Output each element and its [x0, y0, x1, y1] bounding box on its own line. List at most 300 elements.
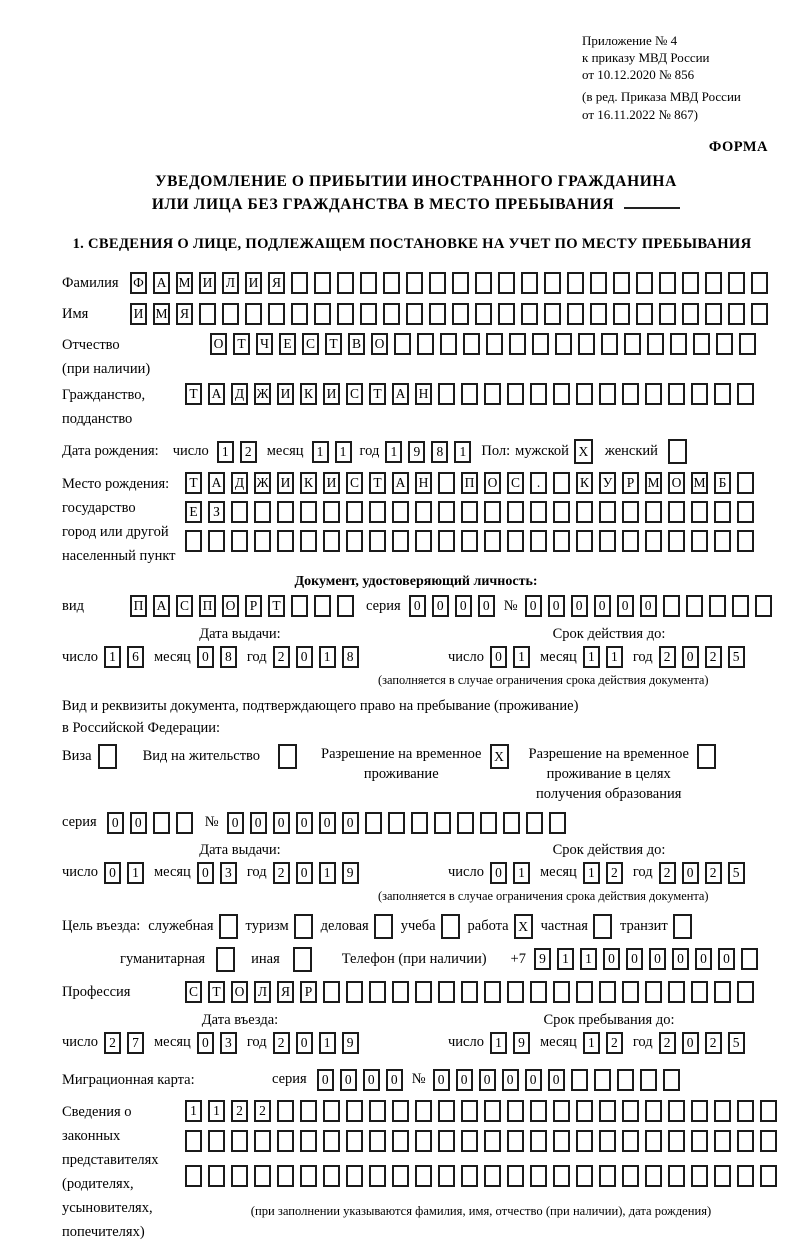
birth-month-input[interactable]	[312, 441, 352, 463]
char-cell[interactable]	[314, 303, 331, 325]
char-cell[interactable]	[737, 981, 754, 1003]
char-cell[interactable]	[417, 333, 434, 355]
char-cell[interactable]	[434, 812, 451, 834]
representatives-input-row1[interactable]	[185, 1100, 777, 1122]
char-cell[interactable]	[622, 981, 639, 1003]
char-cell[interactable]: Я	[277, 981, 294, 1003]
char-cell[interactable]	[277, 530, 294, 552]
char-cell[interactable]	[714, 383, 731, 405]
char-cell[interactable]	[392, 981, 409, 1003]
char-cell[interactable]	[216, 947, 235, 972]
birthplace-input-row1[interactable]	[185, 472, 754, 494]
char-cell[interactable]: 0	[197, 646, 214, 668]
char-cell[interactable]	[691, 501, 708, 523]
char-cell[interactable]	[337, 303, 354, 325]
char-cell[interactable]	[208, 1130, 225, 1152]
char-cell[interactable]	[645, 501, 662, 523]
char-cell[interactable]: О	[371, 333, 388, 355]
char-cell[interactable]: 2	[273, 862, 290, 884]
char-cell[interactable]	[714, 1100, 731, 1122]
char-cell[interactable]	[549, 812, 566, 834]
char-cell[interactable]: Т	[185, 383, 202, 405]
char-cell[interactable]: 0	[409, 595, 426, 617]
char-cell[interactable]: Т	[233, 333, 250, 355]
char-cell[interactable]	[599, 1130, 616, 1152]
char-cell[interactable]	[576, 383, 593, 405]
char-cell[interactable]	[507, 383, 524, 405]
char-cell[interactable]: А	[392, 383, 409, 405]
char-cell[interactable]	[571, 1069, 588, 1091]
char-cell[interactable]	[741, 948, 758, 970]
char-cell[interactable]	[507, 981, 524, 1003]
char-cell[interactable]	[392, 1165, 409, 1187]
char-cell[interactable]	[300, 501, 317, 523]
char-cell[interactable]: 1	[208, 1100, 225, 1122]
char-cell[interactable]	[737, 472, 754, 494]
char-cell[interactable]	[530, 981, 547, 1003]
char-cell[interactable]: 0	[695, 948, 712, 970]
char-cell[interactable]: 0	[571, 595, 588, 617]
patronymic-input[interactable]	[210, 333, 756, 355]
char-cell[interactable]	[732, 595, 749, 617]
char-cell[interactable]	[640, 1069, 657, 1091]
char-cell[interactable]	[645, 1130, 662, 1152]
char-cell[interactable]: Ж	[254, 472, 271, 494]
char-cell[interactable]	[751, 303, 768, 325]
char-cell[interactable]: 2	[606, 1032, 623, 1054]
char-cell[interactable]	[415, 1165, 432, 1187]
char-cell[interactable]: 0	[682, 646, 699, 668]
char-cell[interactable]	[484, 383, 501, 405]
char-cell[interactable]	[452, 303, 469, 325]
char-cell[interactable]	[415, 501, 432, 523]
char-cell[interactable]: 2	[659, 1032, 676, 1054]
char-cell[interactable]: 0	[718, 948, 735, 970]
char-cell[interactable]	[323, 981, 340, 1003]
char-cell[interactable]: 0	[640, 595, 657, 617]
migration-number-input[interactable]	[433, 1069, 680, 1091]
char-cell[interactable]: М	[645, 472, 662, 494]
char-cell[interactable]	[668, 383, 685, 405]
residence-expiry-year[interactable]	[659, 862, 745, 884]
residence-issue-day[interactable]	[104, 862, 144, 884]
char-cell[interactable]: Н	[415, 472, 432, 494]
char-cell[interactable]	[636, 272, 653, 294]
char-cell[interactable]	[737, 1130, 754, 1152]
char-cell[interactable]	[737, 501, 754, 523]
stay-year[interactable]	[659, 1032, 745, 1054]
purpose-work-checkbox[interactable]	[514, 914, 533, 939]
char-cell[interactable]: 0	[273, 812, 290, 834]
char-cell[interactable]	[365, 812, 382, 834]
birthplace-input-row3[interactable]	[185, 530, 754, 552]
char-cell[interactable]	[737, 1100, 754, 1122]
char-cell[interactable]	[438, 1165, 455, 1187]
char-cell[interactable]	[668, 530, 685, 552]
char-cell[interactable]	[231, 501, 248, 523]
char-cell[interactable]: О	[222, 595, 239, 617]
char-cell[interactable]	[645, 530, 662, 552]
char-cell[interactable]	[613, 272, 630, 294]
char-cell[interactable]: 0	[250, 812, 267, 834]
char-cell[interactable]	[346, 1100, 363, 1122]
char-cell[interactable]: И	[323, 383, 340, 405]
char-cell[interactable]	[636, 303, 653, 325]
char-cell[interactable]: 0	[594, 595, 611, 617]
char-cell[interactable]	[291, 272, 308, 294]
char-cell[interactable]: 8	[342, 646, 359, 668]
char-cell[interactable]: Т	[325, 333, 342, 355]
char-cell[interactable]: О	[231, 981, 248, 1003]
char-cell[interactable]	[254, 1130, 271, 1152]
char-cell[interactable]: 0	[104, 862, 121, 884]
char-cell[interactable]	[438, 981, 455, 1003]
char-cell[interactable]: Д	[231, 383, 248, 405]
char-cell[interactable]	[659, 272, 676, 294]
sex-female-checkbox[interactable]	[668, 439, 687, 464]
char-cell[interactable]: 0	[130, 812, 147, 834]
char-cell[interactable]	[254, 530, 271, 552]
char-cell[interactable]: С	[346, 383, 363, 405]
char-cell[interactable]	[291, 303, 308, 325]
purpose-transit-checkbox[interactable]	[673, 914, 692, 939]
char-cell[interactable]: И	[277, 472, 294, 494]
char-cell[interactable]: 2	[104, 1032, 121, 1054]
char-cell[interactable]: 1	[319, 862, 336, 884]
char-cell[interactable]: 1	[454, 441, 471, 463]
doc-series-input[interactable]	[409, 595, 495, 617]
char-cell[interactable]	[231, 1130, 248, 1152]
char-cell[interactable]: Т	[369, 472, 386, 494]
residence-issue-year[interactable]	[273, 862, 359, 884]
char-cell[interactable]	[530, 530, 547, 552]
char-cell[interactable]	[383, 303, 400, 325]
char-cell[interactable]	[392, 1100, 409, 1122]
char-cell[interactable]: 0	[525, 1069, 542, 1091]
char-cell[interactable]: П	[130, 595, 147, 617]
char-cell[interactable]: И	[277, 383, 294, 405]
char-cell[interactable]: 6	[127, 646, 144, 668]
char-cell[interactable]: 1	[557, 948, 574, 970]
char-cell[interactable]	[553, 981, 570, 1003]
char-cell[interactable]	[392, 530, 409, 552]
char-cell[interactable]	[668, 981, 685, 1003]
char-cell[interactable]	[392, 1130, 409, 1152]
char-cell[interactable]: К	[300, 472, 317, 494]
char-cell[interactable]: 8	[431, 441, 448, 463]
char-cell[interactable]	[507, 530, 524, 552]
char-cell[interactable]	[323, 1130, 340, 1152]
char-cell[interactable]	[300, 1130, 317, 1152]
char-cell[interactable]: П	[199, 595, 216, 617]
char-cell[interactable]: Л	[222, 272, 239, 294]
char-cell[interactable]: 1	[583, 646, 600, 668]
char-cell[interactable]: 2	[659, 646, 676, 668]
char-cell[interactable]	[484, 1100, 501, 1122]
char-cell[interactable]	[438, 1130, 455, 1152]
temp-permit-checkbox[interactable]	[490, 744, 509, 769]
residence-permit-checkbox[interactable]	[278, 744, 297, 769]
char-cell[interactable]	[440, 333, 457, 355]
char-cell[interactable]: 1	[583, 1032, 600, 1054]
char-cell[interactable]	[693, 333, 710, 355]
char-cell[interactable]	[429, 272, 446, 294]
char-cell[interactable]	[415, 981, 432, 1003]
char-cell[interactable]: 2	[240, 441, 257, 463]
char-cell[interactable]	[153, 812, 170, 834]
char-cell[interactable]	[507, 1165, 524, 1187]
char-cell[interactable]: 0	[197, 862, 214, 884]
char-cell[interactable]	[323, 1100, 340, 1122]
char-cell[interactable]	[277, 1130, 294, 1152]
purpose-other-checkbox[interactable]	[293, 947, 312, 972]
purpose-private-checkbox[interactable]	[593, 914, 612, 939]
char-cell[interactable]	[231, 530, 248, 552]
char-cell[interactable]: Л	[254, 981, 271, 1003]
char-cell[interactable]	[594, 1069, 611, 1091]
char-cell[interactable]	[176, 812, 193, 834]
char-cell[interactable]: С	[185, 981, 202, 1003]
char-cell[interactable]	[691, 1165, 708, 1187]
char-cell[interactable]: 0	[502, 1069, 519, 1091]
char-cell[interactable]: И	[130, 303, 147, 325]
char-cell[interactable]	[457, 812, 474, 834]
char-cell[interactable]: П	[461, 472, 478, 494]
char-cell[interactable]	[475, 272, 492, 294]
char-cell[interactable]: Р	[245, 595, 262, 617]
char-cell[interactable]	[714, 981, 731, 1003]
char-cell[interactable]: И	[199, 272, 216, 294]
char-cell[interactable]: А	[392, 472, 409, 494]
visa-checkbox[interactable]	[98, 744, 117, 769]
char-cell[interactable]	[755, 595, 772, 617]
char-cell[interactable]: 1	[319, 646, 336, 668]
char-cell[interactable]: 0	[548, 1069, 565, 1091]
char-cell[interactable]: 0	[296, 646, 313, 668]
char-cell[interactable]: 0	[490, 646, 507, 668]
stay-month[interactable]	[583, 1032, 623, 1054]
char-cell[interactable]	[438, 472, 455, 494]
char-cell[interactable]	[714, 530, 731, 552]
char-cell[interactable]	[530, 1100, 547, 1122]
char-cell[interactable]: 9	[513, 1032, 530, 1054]
char-cell[interactable]: 0	[432, 595, 449, 617]
char-cell[interactable]	[484, 530, 501, 552]
char-cell[interactable]	[751, 272, 768, 294]
char-cell[interactable]: К	[576, 472, 593, 494]
char-cell[interactable]	[277, 1100, 294, 1122]
char-cell[interactable]	[728, 272, 745, 294]
entry-year[interactable]	[273, 1032, 359, 1054]
purpose-commercial-checkbox[interactable]	[374, 914, 393, 939]
char-cell[interactable]	[323, 530, 340, 552]
char-cell[interactable]: И	[245, 272, 262, 294]
char-cell[interactable]	[578, 333, 595, 355]
char-cell[interactable]	[461, 530, 478, 552]
char-cell[interactable]: 0	[682, 862, 699, 884]
char-cell[interactable]	[314, 595, 331, 617]
char-cell[interactable]	[691, 981, 708, 1003]
purpose-study-checkbox[interactable]	[441, 914, 460, 939]
char-cell[interactable]: 0	[455, 595, 472, 617]
char-cell[interactable]	[383, 272, 400, 294]
char-cell[interactable]	[415, 1130, 432, 1152]
char-cell[interactable]	[645, 1165, 662, 1187]
char-cell[interactable]: 1	[513, 646, 530, 668]
char-cell[interactable]	[245, 303, 262, 325]
char-cell[interactable]: 0	[682, 1032, 699, 1054]
char-cell[interactable]	[668, 501, 685, 523]
char-cell[interactable]: 0	[107, 812, 124, 834]
char-cell[interactable]	[705, 303, 722, 325]
char-cell[interactable]	[691, 383, 708, 405]
char-cell[interactable]	[438, 383, 455, 405]
char-cell[interactable]: 8	[220, 646, 237, 668]
char-cell[interactable]: 2	[273, 1032, 290, 1054]
char-cell[interactable]	[576, 501, 593, 523]
char-cell[interactable]	[622, 501, 639, 523]
char-cell[interactable]: Е	[279, 333, 296, 355]
char-cell[interactable]	[705, 272, 722, 294]
profession-input[interactable]	[185, 981, 754, 1003]
char-cell[interactable]	[553, 501, 570, 523]
char-cell[interactable]: 5	[728, 862, 745, 884]
char-cell[interactable]: 1	[217, 441, 234, 463]
char-cell[interactable]	[645, 1100, 662, 1122]
char-cell[interactable]	[553, 1130, 570, 1152]
char-cell[interactable]	[231, 1165, 248, 1187]
char-cell[interactable]	[576, 530, 593, 552]
char-cell[interactable]	[300, 1100, 317, 1122]
char-cell[interactable]	[406, 303, 423, 325]
char-cell[interactable]: 1	[319, 1032, 336, 1054]
char-cell[interactable]: Т	[185, 472, 202, 494]
char-cell[interactable]: Т	[268, 595, 285, 617]
phone-input[interactable]	[534, 948, 758, 970]
char-cell[interactable]	[369, 1165, 386, 1187]
char-cell[interactable]	[716, 333, 733, 355]
char-cell[interactable]: 1	[583, 862, 600, 884]
char-cell[interactable]: .	[530, 472, 547, 494]
sex-male-checkbox[interactable]	[574, 439, 593, 464]
char-cell[interactable]	[532, 333, 549, 355]
char-cell[interactable]: 9	[342, 862, 359, 884]
char-cell[interactable]	[480, 812, 497, 834]
char-cell[interactable]	[415, 530, 432, 552]
char-cell[interactable]	[268, 303, 285, 325]
char-cell[interactable]	[567, 272, 584, 294]
char-cell[interactable]: С	[176, 595, 193, 617]
char-cell[interactable]	[553, 472, 570, 494]
birth-year-input[interactable]	[385, 441, 471, 463]
char-cell[interactable]	[739, 333, 756, 355]
char-cell[interactable]	[369, 1100, 386, 1122]
char-cell[interactable]: 1	[385, 441, 402, 463]
char-cell[interactable]	[691, 1130, 708, 1152]
char-cell[interactable]	[392, 501, 409, 523]
char-cell[interactable]: 3	[220, 1032, 237, 1054]
char-cell[interactable]	[219, 914, 238, 939]
char-cell[interactable]: 1	[513, 862, 530, 884]
char-cell[interactable]: 2	[606, 862, 623, 884]
char-cell[interactable]: О	[484, 472, 501, 494]
char-cell[interactable]	[323, 1165, 340, 1187]
char-cell[interactable]	[599, 530, 616, 552]
char-cell[interactable]	[277, 1165, 294, 1187]
char-cell[interactable]: 1	[127, 862, 144, 884]
char-cell[interactable]: 1	[490, 1032, 507, 1054]
purpose-humanitarian-checkbox[interactable]	[216, 947, 235, 972]
char-cell[interactable]	[622, 383, 639, 405]
char-cell[interactable]	[484, 1165, 501, 1187]
char-cell[interactable]	[555, 333, 572, 355]
char-cell[interactable]: 0	[617, 595, 634, 617]
birthplace-input-row2[interactable]	[185, 501, 754, 523]
char-cell[interactable]	[622, 1100, 639, 1122]
char-cell[interactable]	[576, 1100, 593, 1122]
char-cell[interactable]	[691, 530, 708, 552]
char-cell[interactable]	[323, 501, 340, 523]
char-cell[interactable]	[498, 272, 515, 294]
char-cell[interactable]: 0	[386, 1069, 403, 1091]
char-cell[interactable]: 0	[433, 1069, 450, 1091]
edu-permit-checkbox[interactable]	[697, 744, 716, 769]
char-cell[interactable]	[599, 1100, 616, 1122]
char-cell[interactable]	[346, 1165, 363, 1187]
char-cell[interactable]: 0	[548, 595, 565, 617]
char-cell[interactable]	[599, 981, 616, 1003]
char-cell[interactable]	[670, 333, 687, 355]
char-cell[interactable]	[521, 272, 538, 294]
char-cell[interactable]	[622, 1130, 639, 1152]
char-cell[interactable]: Я	[176, 303, 193, 325]
char-cell[interactable]: Р	[300, 981, 317, 1003]
char-cell[interactable]	[737, 530, 754, 552]
char-cell[interactable]	[369, 981, 386, 1003]
char-cell[interactable]	[737, 1165, 754, 1187]
char-cell[interactable]: Д	[231, 472, 248, 494]
citizenship-input[interactable]	[185, 383, 754, 405]
char-cell[interactable]	[624, 333, 641, 355]
char-cell[interactable]	[663, 1069, 680, 1091]
char-cell[interactable]	[645, 981, 662, 1003]
char-cell[interactable]: 5	[728, 646, 745, 668]
surname-input[interactable]	[130, 272, 768, 294]
char-cell[interactable]	[760, 1130, 777, 1152]
char-cell[interactable]	[461, 501, 478, 523]
identity-issue-day[interactable]	[104, 646, 144, 668]
char-cell[interactable]: Б	[714, 472, 731, 494]
char-cell[interactable]: 0	[525, 595, 542, 617]
char-cell[interactable]	[360, 272, 377, 294]
char-cell[interactable]	[254, 501, 271, 523]
char-cell[interactable]: 9	[408, 441, 425, 463]
char-cell[interactable]	[300, 530, 317, 552]
char-cell[interactable]: 0	[317, 1069, 334, 1091]
char-cell[interactable]: 9	[534, 948, 551, 970]
char-cell[interactable]: 9	[342, 1032, 359, 1054]
char-cell[interactable]: 0	[456, 1069, 473, 1091]
char-cell[interactable]	[737, 383, 754, 405]
char-cell[interactable]	[509, 333, 526, 355]
char-cell[interactable]: Т	[369, 383, 386, 405]
char-cell[interactable]	[601, 333, 618, 355]
char-cell[interactable]	[686, 595, 703, 617]
char-cell[interactable]	[645, 383, 662, 405]
char-cell[interactable]: X	[490, 744, 509, 769]
char-cell[interactable]	[728, 303, 745, 325]
identity-issue-month[interactable]	[197, 646, 237, 668]
